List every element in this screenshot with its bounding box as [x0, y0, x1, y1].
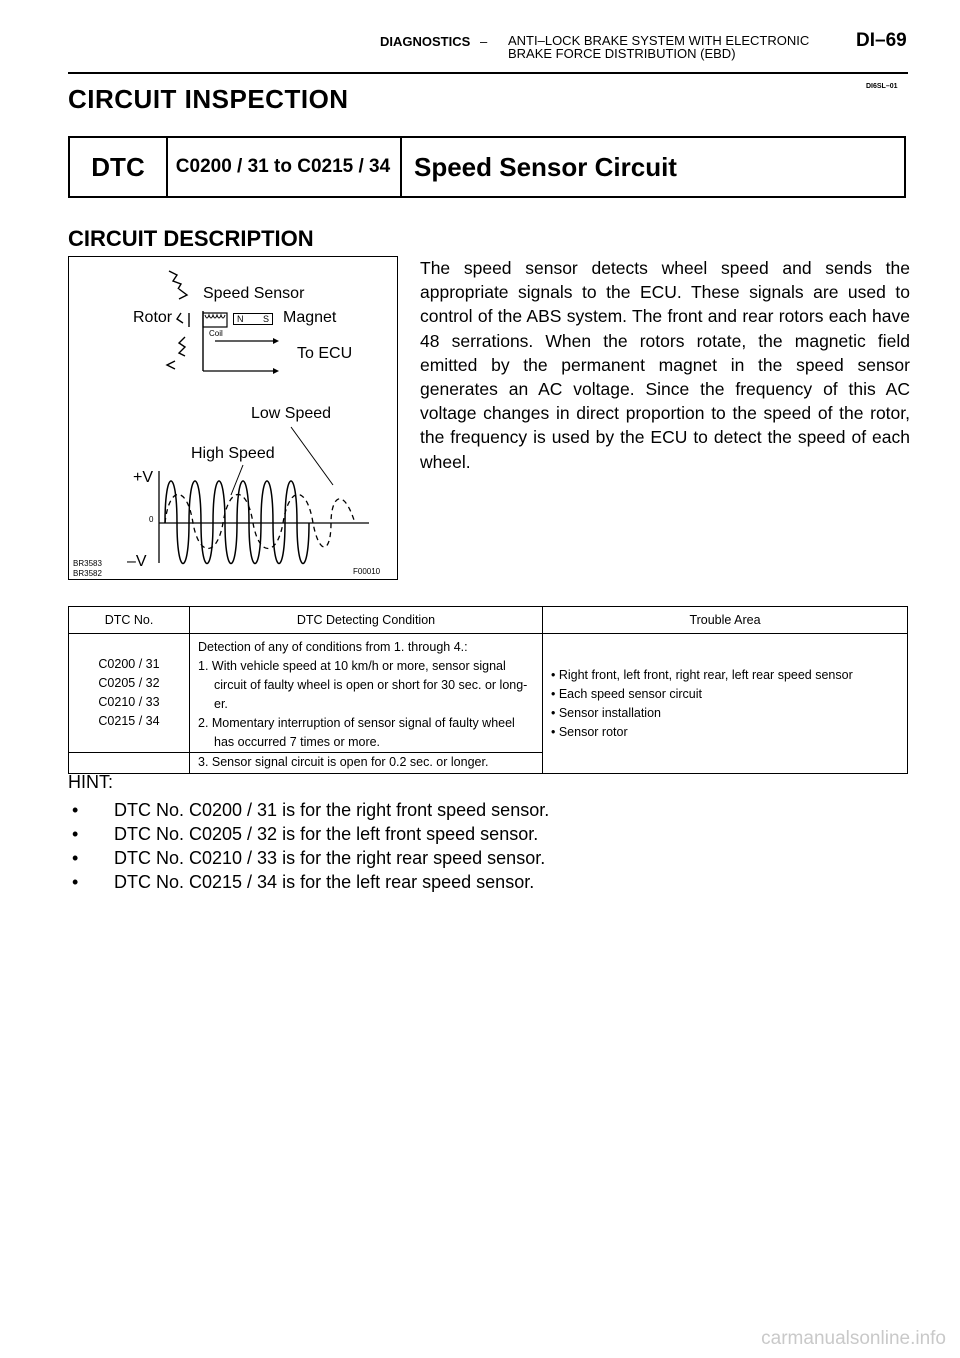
- dtc-code: C0200 / 31: [98, 657, 160, 671]
- hint-text: DTC No. C0200 / 31 is for the right front speed sensor.: [114, 800, 550, 820]
- hint-text: DTC No. C0205 / 32 is for the left front speed sensor.: [114, 824, 539, 844]
- figure-code: F00010: [353, 567, 381, 576]
- dtc-codes-cell: [69, 634, 190, 753]
- low-speed-label: Low Speed: [251, 405, 332, 422]
- col-dtc-no: DTC No.: [69, 607, 190, 634]
- hint-label: HINT:: [68, 772, 113, 792]
- high-speed-label: High Speed: [191, 445, 275, 462]
- trouble-area-cell: [543, 634, 908, 774]
- table-header-row: [69, 607, 908, 634]
- plus-v-label: +V: [133, 469, 154, 486]
- hint-text: DTC No. C0210 / 33 is for the right rear speed sensor.: [114, 848, 546, 868]
- doc-code: DI6SL–01: [866, 83, 898, 90]
- page-title: CIRCUIT INSPECTION: [68, 84, 349, 114]
- trouble-item: • Sensor rotor: [551, 724, 628, 739]
- section-title: CIRCUIT DESCRIPTION: [68, 226, 314, 251]
- figure-ref-1: BR3583: [73, 559, 102, 568]
- magnet-symbol: [233, 313, 273, 325]
- dtc-name: Speed Sensor Circuit: [414, 151, 677, 182]
- header-title-line2: BRAKE FORCE DISTRIBUTION (EBD): [508, 46, 736, 61]
- watermark: carmanualsonline.info: [761, 1328, 946, 1349]
- minus-v-label: –V: [127, 553, 147, 570]
- empty-cell: [69, 753, 190, 774]
- coil-label: Coil: [209, 329, 223, 338]
- dtc-code: C0205 / 32: [98, 676, 160, 690]
- to-ecu-label: To ECU: [297, 345, 353, 362]
- bullet: •: [72, 848, 79, 868]
- bullet: •: [72, 800, 79, 820]
- header-rule: [68, 72, 908, 74]
- dtc-code: C0210 / 33: [98, 695, 160, 709]
- condition-cell: [190, 634, 543, 753]
- header-title-line1: ANTI–LOCK BRAKE SYSTEM WITH ELECTRONIC: [508, 33, 810, 48]
- page-number: DI–69: [856, 30, 907, 51]
- zero-label: 0: [149, 515, 154, 524]
- condition-line: er.: [214, 697, 228, 711]
- bullet: •: [72, 872, 79, 892]
- condition-line: circuit of faulty wheel is open or short for 30 sec. or long-: [214, 678, 528, 692]
- magnet-s: S: [262, 314, 269, 324]
- magnet-label: Magnet: [283, 309, 337, 326]
- rotor-label: Rotor: [133, 309, 173, 326]
- hint-text: DTC No. C0215 / 34 is for the left rear speed sensor.: [114, 872, 535, 892]
- sensor-diagram: [69, 257, 397, 579]
- condition-line: 3. Sensor signal circuit is open for 0.2 sec. or longer.: [198, 755, 489, 769]
- col-condition: DTC Detecting Condition: [190, 607, 543, 634]
- condition-line: has occurred 7 times or more.: [214, 735, 381, 749]
- table-row: [69, 634, 908, 753]
- bullet: •: [72, 824, 79, 844]
- condition-line: 1. With vehicle speed at 10 km/h or more, sensor signal: [198, 659, 506, 673]
- speed-sensor-label: Speed Sensor: [203, 285, 305, 302]
- col-trouble-area: Trouble Area: [543, 607, 908, 634]
- dtc-code: C0215 / 34: [98, 714, 160, 728]
- condition-line: Detection of any of conditions from 1. through 4.:: [198, 640, 468, 654]
- condition-line: 2. Momentary interruption of sensor signal of faulty wheel: [198, 716, 515, 730]
- dtc-table: [68, 606, 908, 774]
- dtc-label: DTC: [70, 138, 168, 196]
- trouble-item: • Each speed sensor circuit: [551, 686, 702, 701]
- figure-ref-2: BR3582: [73, 569, 102, 578]
- trouble-item: • Right front, left front, right rear, left rear speed sensor: [551, 667, 853, 682]
- magnet-n: N: [237, 314, 244, 324]
- dtc-banner: [68, 136, 906, 198]
- header-section: DIAGNOSTICS: [380, 34, 471, 49]
- trouble-item: • Sensor installation: [551, 705, 661, 720]
- header-dash: –: [480, 34, 488, 49]
- condition-cell: [190, 753, 543, 774]
- dtc-codes: C0200 / 31 to C0215 / 34: [166, 138, 402, 196]
- speed-sensor-figure: [68, 256, 398, 580]
- circuit-description: The speed sensor detects wheel speed and sends the appropriate signals to the ECU. These signals are used to control of the ABS system. The front and rear rotors each have 48 serrations. When the rotors rotate, the magnetic field emitted by the permanent magnet in the speed sensor generates an AC voltage. Since the frequency of this AC voltage changes in direct proportion to the speed of the rotor, the frequency is used by the ECU to detect the speed of each wheel.: [420, 258, 910, 472]
